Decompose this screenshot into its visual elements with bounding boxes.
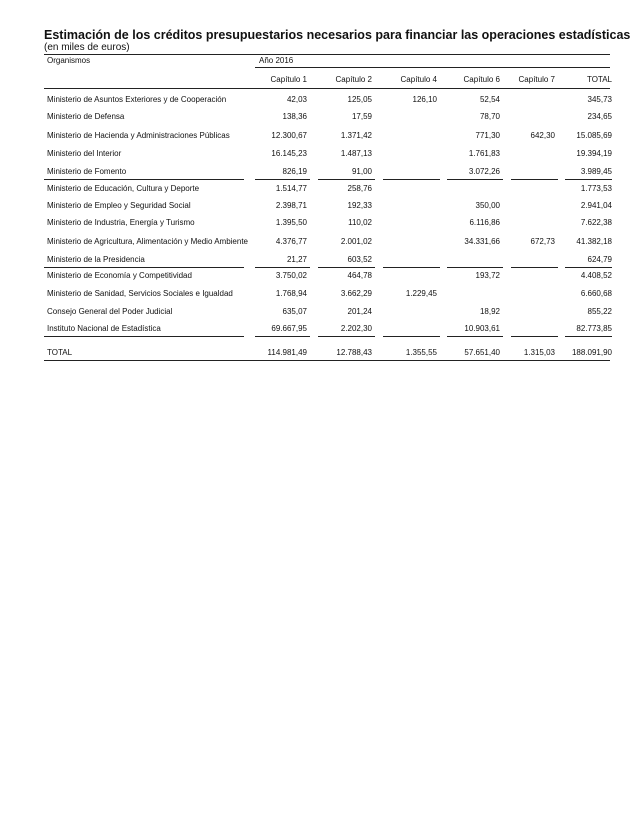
cell-value: 345,73	[587, 95, 612, 104]
row-divider	[511, 267, 558, 268]
cell-value: 234,65	[587, 112, 612, 121]
cell-value: 826,19	[282, 167, 307, 176]
row-label: Ministerio de Defensa	[47, 112, 125, 121]
cell-value: 1.768,94	[275, 289, 307, 298]
cell-value: 41.382,18	[576, 237, 612, 246]
row-divider	[565, 179, 612, 180]
cell-value: 4.376,77	[275, 237, 307, 246]
row-divider	[383, 179, 440, 180]
cell-value: 1.371,42	[340, 131, 372, 140]
header-bottom-rule	[44, 88, 610, 89]
cell-value: 350,00	[475, 201, 500, 210]
cell-value: 1.355,55	[405, 348, 437, 357]
year-rule	[255, 67, 610, 68]
row-label: TOTAL	[47, 348, 73, 357]
row-divider	[318, 267, 375, 268]
row-divider	[511, 336, 558, 337]
header-year: Año 2016	[259, 56, 294, 65]
table-row	[0, 289, 642, 301]
cell-value: 258,76	[347, 184, 372, 193]
cell-value: 193,72	[475, 271, 500, 280]
row-divider	[447, 179, 503, 180]
cell-value: 1.773,53	[580, 184, 612, 193]
report-subtitle: (en miles de euros)	[44, 42, 130, 53]
cell-value: 12.300,67	[271, 131, 307, 140]
cell-value: 188.091,90	[571, 348, 612, 357]
table-row	[0, 131, 642, 143]
cell-value: 6.116,86	[469, 218, 500, 227]
cell-value: 91,00	[351, 167, 372, 176]
cell-value: 2.001,02	[340, 237, 372, 246]
cell-value: 138,36	[282, 112, 307, 121]
cell-value: 672,73	[530, 237, 555, 246]
row-divider	[255, 179, 310, 180]
table-row	[0, 324, 642, 336]
row-divider	[44, 267, 244, 268]
report-title: Estimación de los créditos presupuestarios necesarios para financiar las operaciones estadísticas	[44, 28, 631, 42]
row-label: Ministerio de Hacienda y Administraciones Públicas	[47, 131, 230, 140]
cell-value: 17,59	[351, 112, 372, 121]
cell-value: 126,10	[412, 95, 437, 104]
cell-value: 3.750,02	[275, 271, 307, 280]
row-divider	[44, 179, 244, 180]
column-header-5: Capítulo 7	[518, 75, 555, 84]
cell-value: 2.202,30	[340, 324, 372, 333]
row-divider	[318, 336, 375, 337]
row-label: Ministerio de la Presidencia	[47, 255, 145, 264]
row-label: Ministerio de Agricultura, Alimentación y Medio Ambiente	[47, 237, 248, 246]
row-label: Instituto Nacional de Estadística	[47, 324, 161, 333]
column-header-1: Capítulo 1	[270, 75, 307, 84]
column-header-3: Capítulo 4	[400, 75, 437, 84]
cell-value: 1.487,13	[340, 149, 372, 158]
top-rule	[44, 54, 610, 55]
row-divider	[255, 336, 310, 337]
row-divider	[383, 336, 440, 337]
cell-value: 78,70	[479, 112, 500, 121]
header-organismos: Organismos	[47, 56, 91, 65]
row-divider	[44, 336, 244, 337]
row-label: Ministerio de Asuntos Exteriores y de Cooperación	[47, 95, 227, 104]
cell-value: 57.651,40	[464, 348, 500, 357]
row-divider	[565, 267, 612, 268]
table-row	[0, 218, 642, 230]
row-divider	[383, 267, 440, 268]
cell-value: 3.989,45	[580, 167, 612, 176]
table-row	[0, 149, 642, 161]
cell-value: 21,27	[286, 255, 307, 264]
row-label: Ministerio de Educación, Cultura y Deporte	[47, 184, 200, 193]
cell-value: 1.395,50	[275, 218, 307, 227]
column-header-4: Capítulo 6	[463, 75, 500, 84]
cell-value: 15.085,69	[576, 131, 612, 140]
table-row	[0, 112, 642, 124]
table-row	[0, 307, 642, 319]
cell-value: 771,30	[475, 131, 500, 140]
cell-value: 4.408,52	[580, 271, 612, 280]
cell-value: 1.315,03	[523, 348, 555, 357]
cell-value: 855,22	[587, 307, 612, 316]
row-divider	[511, 179, 558, 180]
cell-value: 82.773,85	[576, 324, 612, 333]
cell-value: 125,05	[347, 95, 372, 104]
row-divider	[565, 336, 612, 337]
cell-value: 12.788,43	[336, 348, 372, 357]
cell-value: 10.903,61	[464, 324, 500, 333]
cell-value: 16.145,23	[271, 149, 307, 158]
row-label: Ministerio de Sanidad, Servicios Sociales e Igualdad	[47, 289, 233, 298]
row-divider	[447, 267, 503, 268]
table-row	[0, 184, 642, 196]
cell-value: 19.394,19	[576, 149, 612, 158]
table-row	[0, 271, 642, 283]
cell-value: 3.662,29	[340, 289, 372, 298]
table-row	[0, 95, 642, 107]
cell-value: 642,30	[530, 131, 555, 140]
row-divider	[255, 267, 310, 268]
cell-value: 192,33	[347, 201, 372, 210]
cell-value: 110,02	[348, 218, 372, 227]
table-row	[0, 201, 642, 213]
cell-value: 1.761,83	[468, 149, 500, 158]
cell-value: 1.229,45	[405, 289, 437, 298]
row-divider	[318, 179, 375, 180]
cell-value: 52,54	[479, 95, 500, 104]
cell-value: 603,52	[347, 255, 372, 264]
cell-value: 1.514,77	[275, 184, 307, 193]
table-row	[0, 237, 642, 249]
table-row	[0, 167, 642, 179]
row-label: Ministerio del Interior	[47, 149, 122, 158]
row-label: Ministerio de Economía y Competitividad	[47, 271, 192, 280]
total-row	[0, 348, 642, 360]
row-label: Ministerio de Fomento	[47, 167, 127, 176]
row-label: Ministerio de Empleo y Seguridad Social	[47, 201, 191, 210]
cell-value: 42,03	[286, 95, 307, 104]
cell-value: 2.398,71	[275, 201, 307, 210]
cell-value: 3.072,26	[468, 167, 500, 176]
cell-value: 6.660,68	[580, 289, 612, 298]
cell-value: 635,07	[282, 307, 307, 316]
cell-value: 2.941,04	[580, 201, 612, 210]
row-label: Consejo General del Poder Judicial	[47, 307, 173, 316]
column-header-6: TOTAL	[586, 75, 612, 84]
cell-value: 34.331,66	[464, 237, 500, 246]
cell-value: 7.622,38	[580, 218, 612, 227]
cell-value: 201,24	[347, 307, 372, 316]
row-divider	[447, 336, 503, 337]
cell-value: 464,78	[347, 271, 372, 280]
cell-value: 18,92	[479, 307, 500, 316]
cell-value: 624,79	[587, 255, 612, 264]
row-label: Ministerio de Industria, Energía y Turismo	[47, 218, 195, 227]
table-row	[0, 255, 642, 267]
column-header-2: Capítulo 2	[335, 75, 372, 84]
cell-value: 69.667,95	[271, 324, 307, 333]
bottom-rule	[44, 360, 610, 361]
cell-value: 114.981,49	[267, 348, 307, 357]
